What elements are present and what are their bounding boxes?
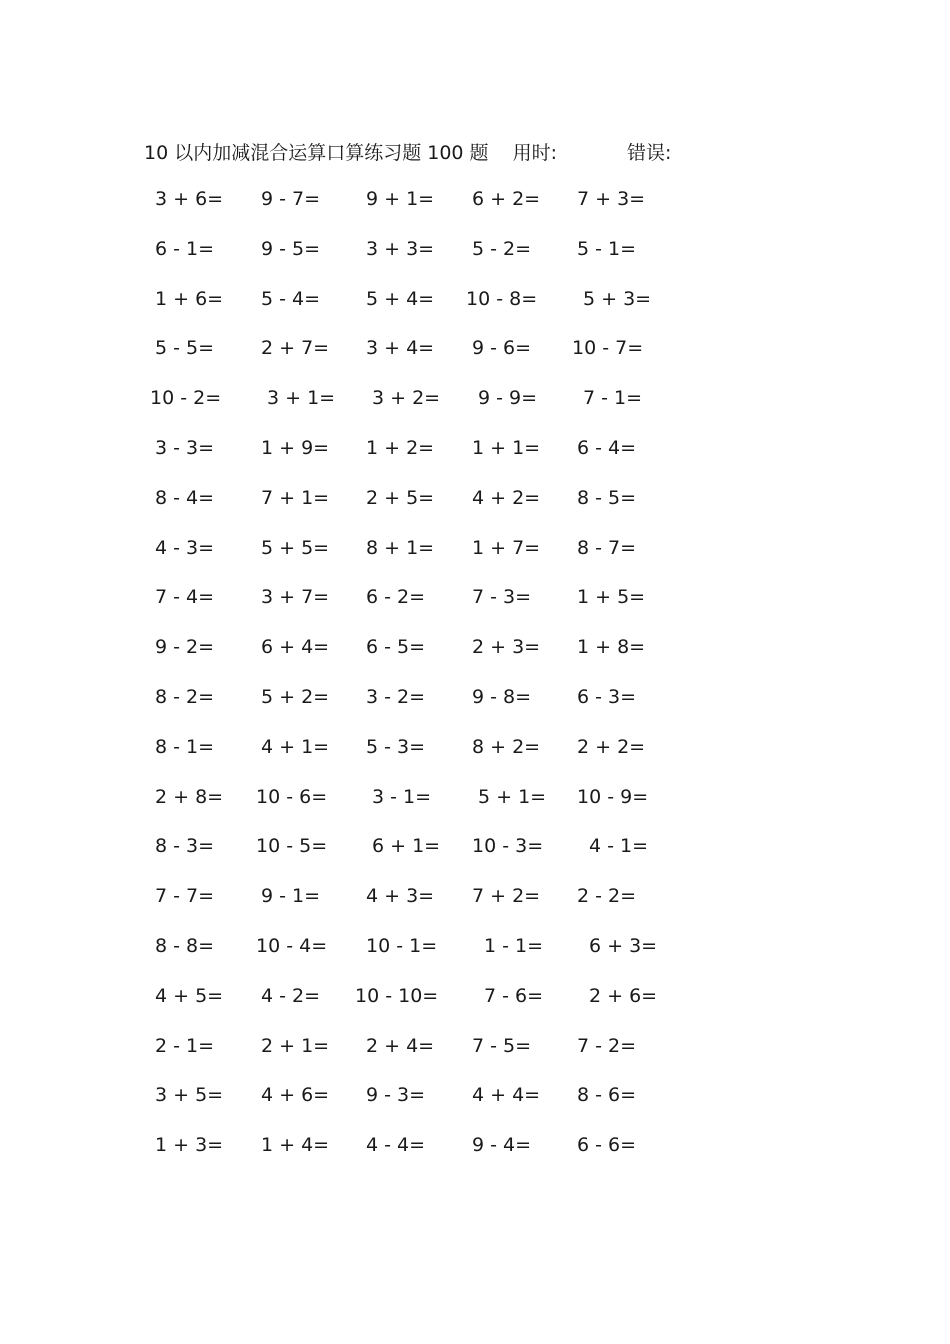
arithmetic-problem: 4 + 2= (472, 486, 541, 509)
arithmetic-problem: 8 - 3= (155, 835, 215, 858)
arithmetic-problem: 2 + 5= (366, 486, 435, 509)
arithmetic-problem: 7 - 2= (577, 1034, 637, 1057)
arithmetic-problem: 7 - 3= (472, 586, 532, 609)
worksheet-title: 10 以内加减混合运算口算练习题 100 题 (144, 141, 489, 164)
problem-row (0, 531, 950, 581)
problem-grid (0, 182, 950, 1178)
arithmetic-problem: 6 + 2= (472, 188, 541, 210)
arithmetic-problem: 6 - 2= (366, 586, 426, 609)
arithmetic-problem: 4 + 5= (155, 984, 224, 1007)
arithmetic-problem: 1 + 1= (472, 436, 541, 459)
arithmetic-problem: 2 + 2= (577, 735, 646, 758)
arithmetic-problem: 2 + 1= (261, 1034, 330, 1057)
arithmetic-problem: 8 - 8= (155, 934, 215, 957)
problem-row (0, 331, 950, 381)
arithmetic-problem: 8 - 1= (155, 735, 215, 758)
arithmetic-problem: 2 - 1= (155, 1034, 215, 1057)
arithmetic-problem: 9 - 2= (155, 636, 215, 659)
arithmetic-problem: 10 - 7= (572, 337, 644, 360)
arithmetic-problem: 10 - 3= (472, 835, 544, 858)
arithmetic-problem: 3 - 2= (366, 685, 426, 708)
arithmetic-problem: 5 + 1= (478, 785, 547, 808)
arithmetic-problem: 4 - 4= (366, 1134, 426, 1157)
arithmetic-problem: 10 - 1= (366, 934, 438, 957)
arithmetic-problem: 10 - 10= (355, 984, 439, 1007)
arithmetic-problem: 4 - 2= (261, 984, 321, 1007)
arithmetic-problem: 8 + 1= (366, 536, 435, 559)
arithmetic-problem: 9 - 5= (261, 237, 321, 260)
arithmetic-problem: 9 - 8= (472, 685, 532, 708)
arithmetic-problem: 4 + 6= (261, 1084, 330, 1107)
problem-row (0, 1078, 950, 1128)
errors-label: 错误: (626, 141, 672, 164)
arithmetic-problem: 6 - 1= (155, 237, 215, 260)
problem-row (0, 730, 950, 780)
arithmetic-problem: 7 - 4= (155, 586, 215, 609)
arithmetic-problem: 2 + 4= (366, 1034, 435, 1057)
arithmetic-problem: 4 - 3= (155, 536, 215, 559)
arithmetic-problem: 6 + 4= (261, 636, 330, 659)
arithmetic-problem: 9 + 1= (366, 188, 435, 210)
arithmetic-problem: 8 + 2= (472, 735, 541, 758)
arithmetic-problem: 6 + 1= (372, 835, 441, 858)
arithmetic-problem: 1 - 1= (484, 934, 544, 957)
arithmetic-problem: 7 - 6= (484, 984, 544, 1007)
problem-row (0, 979, 950, 1029)
arithmetic-problem: 7 + 2= (472, 885, 541, 908)
problem-row (0, 580, 950, 630)
arithmetic-problem: 8 - 4= (155, 486, 215, 509)
problem-row (0, 182, 950, 232)
arithmetic-problem: 4 + 4= (472, 1084, 541, 1107)
arithmetic-problem: 1 + 8= (577, 636, 646, 659)
time-used-label: 用时: (512, 141, 557, 164)
arithmetic-problem: 8 - 2= (155, 685, 215, 708)
arithmetic-problem: 10 - 9= (577, 785, 649, 808)
arithmetic-problem: 2 - 2= (577, 885, 637, 908)
arithmetic-problem: 7 + 1= (261, 486, 330, 509)
arithmetic-problem: 2 + 7= (261, 337, 330, 360)
arithmetic-problem: 4 + 1= (261, 735, 330, 758)
arithmetic-problem: 9 - 7= (261, 188, 321, 210)
arithmetic-problem: 9 - 3= (366, 1084, 426, 1107)
arithmetic-problem: 8 - 7= (577, 536, 637, 559)
arithmetic-problem: 2 + 6= (589, 984, 658, 1007)
arithmetic-problem: 6 - 6= (577, 1134, 637, 1157)
arithmetic-problem: 1 + 6= (155, 287, 224, 310)
arithmetic-problem: 3 - 1= (372, 785, 432, 808)
problem-row (0, 1128, 950, 1178)
arithmetic-problem: 1 + 2= (366, 436, 435, 459)
arithmetic-problem: 2 + 8= (155, 785, 224, 808)
arithmetic-problem: 8 - 6= (577, 1084, 637, 1107)
problem-row (0, 879, 950, 929)
problem-row (0, 381, 950, 431)
arithmetic-problem: 3 + 3= (366, 237, 435, 260)
arithmetic-problem: 3 + 7= (261, 586, 330, 609)
problem-row (0, 232, 950, 282)
arithmetic-problem: 3 + 4= (366, 337, 435, 360)
arithmetic-problem: 5 - 4= (261, 287, 321, 310)
arithmetic-problem: 6 - 3= (577, 685, 637, 708)
problem-row (0, 929, 950, 979)
problem-row (0, 1029, 950, 1079)
arithmetic-problem: 1 + 7= (472, 536, 541, 559)
arithmetic-problem: 8 - 5= (577, 486, 637, 509)
problem-row (0, 481, 950, 531)
arithmetic-problem: 1 + 4= (261, 1134, 330, 1157)
arithmetic-problem: 7 + 3= (577, 188, 646, 210)
arithmetic-problem: 5 - 2= (472, 237, 532, 260)
arithmetic-problem: 9 - 1= (261, 885, 321, 908)
arithmetic-problem: 6 - 5= (366, 636, 426, 659)
arithmetic-problem: 5 + 4= (366, 287, 435, 310)
arithmetic-problem: 10 - 4= (256, 934, 328, 957)
arithmetic-problem: 1 + 3= (155, 1134, 224, 1157)
arithmetic-problem: 3 + 2= (372, 387, 441, 410)
arithmetic-problem: 3 + 1= (267, 387, 336, 410)
arithmetic-problem: 4 - 1= (589, 835, 649, 858)
arithmetic-problem: 10 - 8= (466, 287, 538, 310)
arithmetic-problem: 1 + 5= (577, 586, 646, 609)
arithmetic-problem: 1 + 9= (261, 436, 330, 459)
arithmetic-problem: 7 - 5= (472, 1034, 532, 1057)
arithmetic-problem: 5 - 3= (366, 735, 426, 758)
arithmetic-problem: 9 - 9= (478, 387, 538, 410)
arithmetic-problem: 10 - 2= (150, 387, 222, 410)
arithmetic-problem: 10 - 5= (256, 835, 328, 858)
arithmetic-problem: 5 + 3= (583, 287, 652, 310)
arithmetic-problem: 5 + 2= (261, 685, 330, 708)
arithmetic-problem: 3 - 3= (155, 436, 215, 459)
arithmetic-problem: 9 - 6= (472, 337, 532, 360)
arithmetic-problem: 7 - 1= (583, 387, 643, 410)
arithmetic-problem: 6 + 3= (589, 934, 658, 957)
arithmetic-problem: 5 + 5= (261, 536, 330, 559)
arithmetic-problem: 9 - 4= (472, 1134, 532, 1157)
arithmetic-problem: 3 + 6= (155, 188, 224, 210)
problem-row (0, 829, 950, 879)
arithmetic-problem: 2 + 3= (472, 636, 541, 659)
problem-row (0, 630, 950, 680)
arithmetic-problem: 4 + 3= (366, 885, 435, 908)
worksheet-header (144, 137, 671, 165)
arithmetic-problem: 5 - 5= (155, 337, 215, 360)
arithmetic-problem: 3 + 5= (155, 1084, 224, 1107)
problem-row (0, 282, 950, 332)
problem-row (0, 680, 950, 730)
problem-row (0, 431, 950, 481)
arithmetic-problem: 6 - 4= (577, 436, 637, 459)
arithmetic-problem: 7 - 7= (155, 885, 215, 908)
problem-row (0, 780, 950, 830)
arithmetic-problem: 5 - 1= (577, 237, 637, 260)
arithmetic-problem: 10 - 6= (256, 785, 328, 808)
